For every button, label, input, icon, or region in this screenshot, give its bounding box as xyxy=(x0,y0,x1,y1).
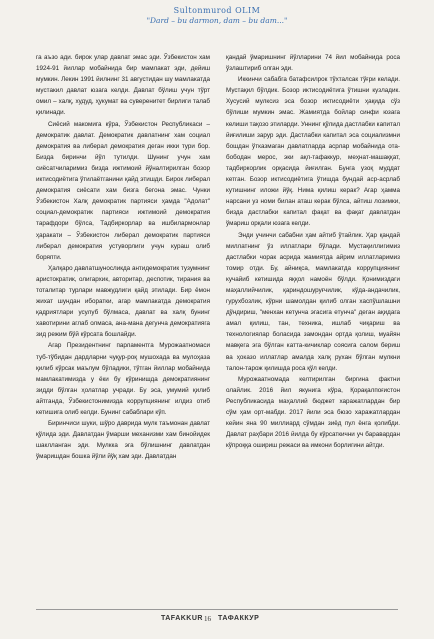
header-motto: "Dard – bu darmon, dam – bu dam..." xyxy=(146,16,288,25)
paragraph: Мурожаатномада келтирилган биргина фактни олайлик. 2016 йил якунига кўра, Қорақалпоғистон Республикасида маҳаллий бюджет харажатлардан бир сўм ҳам орт-мабди. 2017 йили эса бюзо харажатлардан кейин яна 90 миллиард сўмдан зиёд пул ёнга қолибди. Давлат раҳбари 2016 йилда бу кўрсаткични уч баравардан кўпроққа ошириш режаси ва имкони борлигини айтди. xyxy=(226,375,400,450)
paragraph: Энди учинчи сабабни ҳам айтиб ўтайлик. Ҳар қандай миллатнинг ўз иллатлари бўлади. Мустақиллигимиз дастлабки чорак асрида жамиятда айрим иллатларимиз томир отди. Бу, айниқса, мамлакатда коррупциянинг кучайиб кетишида яққол намоён бўлди. Қонимиздаги маҳаллийчилик, қариндошуруғчилик, кўда-андачилик, гурухбозлик, кўрни шамолдан қилиб олган хаспўшлашни дўндириш, "менхан кетунча эгасига етунча" деган ақидага амал қилиш, тан, техника, ишлаб чиқариш ва технологиялар боласида замондан ортда қолиш, муайян мавқега эга бўлган катта-кичиклар соясига салом бериш ва ҳоказо иллатлар амалда халқ рухан бўлган мулкни талон-тарож қилишда роса қўл келди. xyxy=(226,231,400,372)
paragraph: Иккинчи сабабга батафсилрок тўхталсак тўғри келади. Мустақил бўлдик. Бозор иктисодиётига ўтишни кузладик. Хусусий мулксиз эса бозор иктисодиёти ҳақида сўз бўлиши мумкин эмас. Жамиятда бойлар синфи юзага келиши тақозо этиларди. Уннинг қўлида дастлабки капитал йиғилиши зарур эди. Дастлабки капитал эса социализмни бошдан ўтказмаган давлатларда асрлар мобайнида ота-бободан мерос, эки ақл-тафаккур, меҳнат-машаққат, тадбиркорлик орқасида йиғилган. Бунга узоқ муддат кетган. Бозор иктисодиётига ўтишда бундай аср-асрлаб кутишнинг иложи йўқ. Нима қилиш керак? Агар ҳамма нарсани уз номи билан аташ керак бўлса, айтиш лозимки, бизда дастлабки капитал фақат ва фақат давлатдан ўмариш орқали юзага келди. xyxy=(226,76,400,228)
page-footer xyxy=(0,609,434,629)
paragraph: қандай ўмаришнинг йўлларини 74 йил мобайнида роса ўзлаштириб олган эди. xyxy=(226,54,400,73)
author-name: Sultonmurod OLIM xyxy=(173,6,261,15)
paragraph: Сиёсий макомига кўра, Ўзбекистон Республикаси – демократик давлат. Демократик давлатнинг хам социал демократия ва либерал демократия деган икки тури бор. Бизда биринчи йўл тутилди. Шунинг учун хам сиёсатчиларимиз бизда ижтимоий йўналтирилган бозор иктисодиётига ўтилаётганини қайд этишди. Бирок либерал демократия сиёсати хам бизга бегона эмас. Чунки Ўзбекистон Халқ демократик партияси ҳамда "Адолат" социал-демократик партияси ижтимоий демократия тарафдори бўлса, Тадбиркорлар ва ишбилармонлар ҳаракати – Ўзбекистон либерал демократик партияси либерал демократия устуворлиги учун кураш олиб боряпти. xyxy=(36,120,210,261)
left-column xyxy=(36,52,210,462)
paragraph: Агар Президентнинг парламентга Мурожаатномаси туб-тўбидан дардларни чуқур-роқ мушохада ва мулоҳаза қилиб кўрсак маълум бўладики, тўтган йиллар мобайнида мамлакатимизда у ёки бу кўринишда демократиянинг зидди бўлган ҳолатлар учради. Бу эса, умумий қилиб айтганда, Ўзбекистонимизда коррупциянинг илдиз отиб кетишига олиб келди. Бунинг сабаблари кўп. xyxy=(36,342,210,416)
paragraph: Биринчиси шуки, шўро даврида мулк таъмонан давлат қўлида эди. Давлатдан ўмарши механизми хам бинойидек шаклланган эди. Мулкка эга бўлишнинг давлатдан ўмаришдан бошка йўли йўқ хам эди. Давлатдан xyxy=(36,420,210,461)
right-column xyxy=(226,52,400,451)
page-header xyxy=(0,6,434,25)
paragraph: Ҳалқаро давлатшуносликда антидемократик тузумнинг аристократик, олигархик, авторитар, деспотик, тирания ва тоталитар турлари мавжудлиги қайд этилади. Бир ёмон жихат шундан иборатки, агар мамлакатда демократия қадриятлари усулуб бўлмаса, давлат ва халқ бунинг хавотирини аглаб олмаса, ана-мана дегунча демократияга зид режим бўй кўрсата бошлайди. xyxy=(36,264,210,339)
footer-divider xyxy=(36,609,398,610)
paragraph: га аъзо ади. бирок улар давлат эмас эди. Ўзбекистон хам 1924-91 йиллар мобайнида бир мамлакат эди, дейиш мумкин. Лекин 1991 йилнинг 31 августидан шу мамлакатда мустакил давлат юзага келди. Давлат бўлиш учун тўрт омил – халқ, худуд, ҳукумат ва суверенитет бирлиги талаб қилинади. xyxy=(36,54,210,117)
page-number: 16 xyxy=(204,615,211,623)
footer-title-cyrillic: ТАФАККУР xyxy=(218,615,260,622)
footer-title-latin: TAFAKKUR xyxy=(161,615,203,622)
